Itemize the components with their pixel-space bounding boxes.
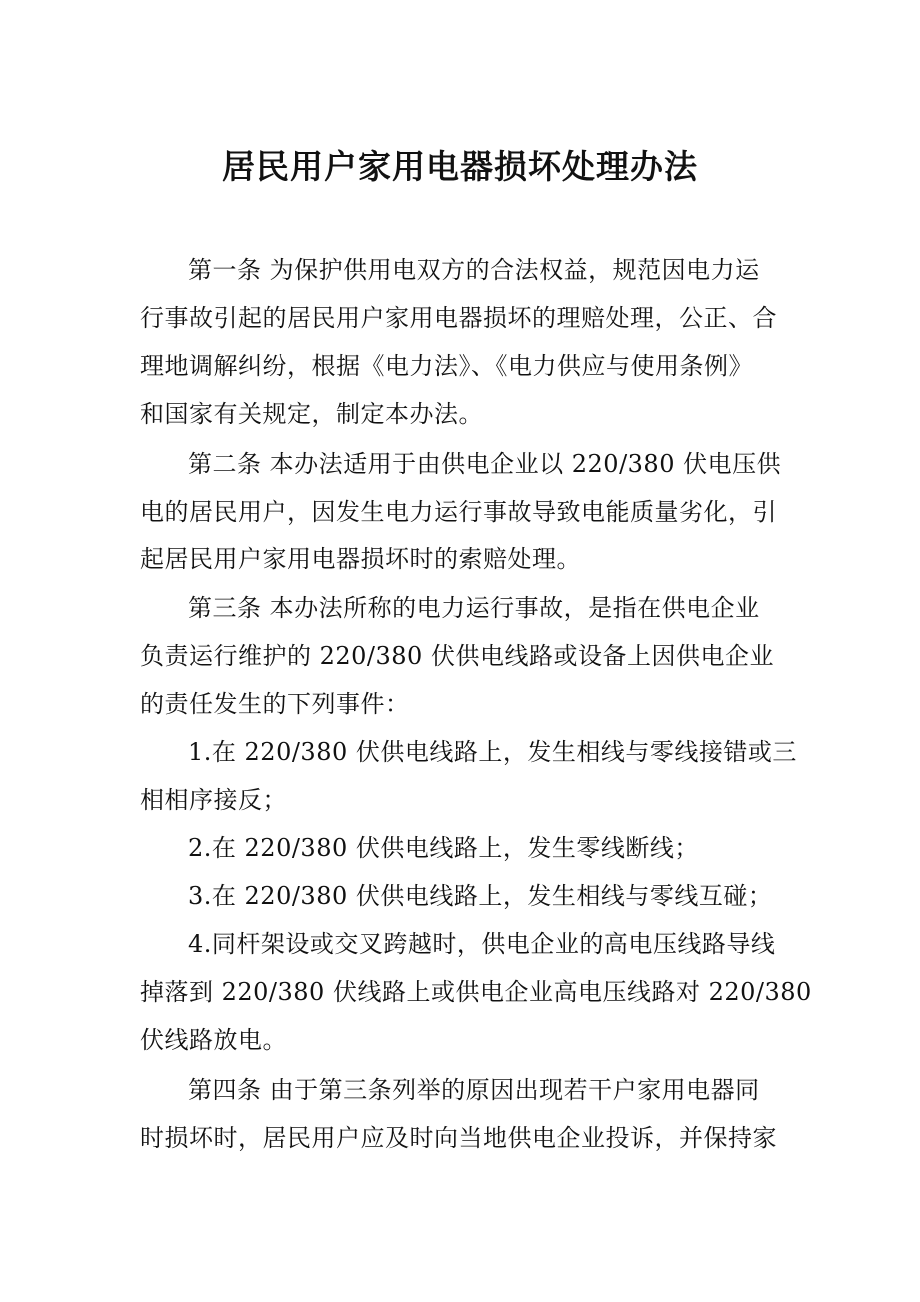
- article-1-line-2: 行事故引起的居民用户家用电器损坏的理赔处理，公正、合: [140, 304, 777, 332]
- item-2-line: 2.在 220/380 伏供电线路上，发生零线断线；: [188, 834, 699, 862]
- article-2-line-2: 电的居民用户，因发生电力运行事故导致电能质量劣化，引: [140, 498, 777, 526]
- item-4-line-2: 掉落到 220/380 伏线路上或供电企业高电压线路对 220/380: [140, 978, 812, 1006]
- item-4-line-1: 4.同杆架设或交叉跨越时，供电企业的高电压线路导线: [188, 930, 776, 958]
- article-1-line-4: 和国家有关规定，制定本办法。: [140, 400, 483, 428]
- article-4-line-1: 第四条 由于第三条列举的原因出现若干户家用电器同: [188, 1076, 760, 1104]
- article-3-line-3: 的责任发生的下列事件：: [140, 690, 410, 718]
- item-1-line-2: 相相序接反；: [140, 786, 287, 814]
- article-3-line-2: 负责运行维护的 220/380 伏供电线路或设备上因供电企业: [140, 642, 774, 670]
- item-4-line-3: 伏线路放电。: [140, 1026, 287, 1054]
- item-1-line-1: 1.在 220/380 伏供电线路上，发生相线与零线接错或三: [188, 738, 797, 766]
- article-3-line-1: 第三条 本办法所称的电力运行事故，是指在供电企业: [188, 594, 760, 622]
- article-1-line-1: 第一条 为保护供用电双方的合法权益，规范因电力运: [188, 256, 760, 284]
- item-3-line: 3.在 220/380 伏供电线路上，发生相线与零线互碰；: [188, 882, 773, 910]
- article-4-line-2: 时损坏时，居民用户应及时向当地供电企业投诉，并保持家: [140, 1124, 777, 1152]
- article-1-line-3: 理地调解纠纷，根据《电力法》、《电力供应与使用条例》: [140, 352, 753, 380]
- article-2-line-3: 起居民用户家用电器损坏时的索赔处理。: [140, 545, 581, 573]
- article-2-line-1: 第二条 本办法适用于由供电企业以 220/380 伏电压供: [188, 450, 782, 478]
- document-title: 居民用户家用电器损坏处理办法: [222, 147, 698, 186]
